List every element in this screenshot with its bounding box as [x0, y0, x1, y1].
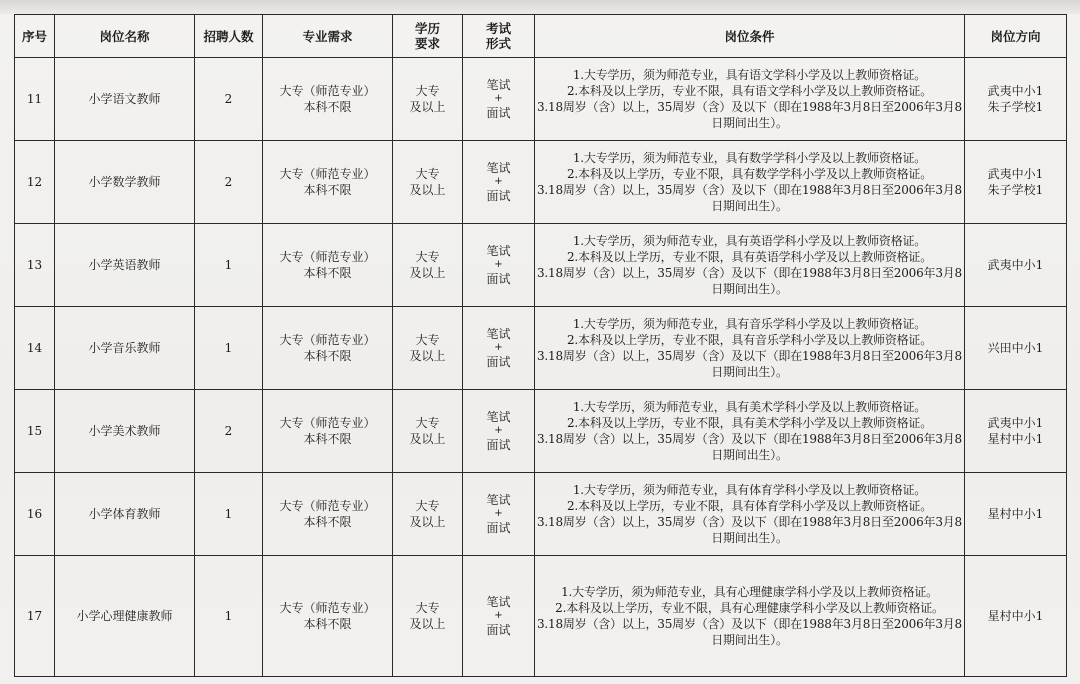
education-line2: 及以上	[409, 100, 446, 114]
cell-education	[393, 58, 463, 141]
cell-seq: 17	[15, 556, 55, 677]
cell-exam	[463, 224, 535, 307]
condition-3: 3.18周岁（含）以上，35周岁（含）及以下（即在1988年3月8日至2006年3月8日期间出生）。	[536, 432, 962, 462]
cell-direction	[965, 307, 1067, 390]
exam-plus: +	[494, 508, 503, 519]
exam-plus: +	[494, 425, 503, 436]
exam-line2: 面试	[486, 623, 511, 637]
cell-count: 1	[195, 307, 263, 390]
exam-plus: +	[494, 610, 503, 621]
cell-major	[263, 390, 393, 473]
major-line1: 大专（师范专业）	[279, 333, 376, 347]
cell-position: 小学音乐教师	[55, 307, 195, 390]
direction-line2: 星村中小1	[987, 432, 1044, 446]
education-line1: 大专	[415, 601, 440, 615]
education-line2: 及以上	[409, 515, 446, 529]
condition-1: 1.大专学历，须为师范专业，具有数学学科小学及以上教师资格证。	[572, 151, 927, 165]
condition-3: 3.18周岁（含）以上，35周岁（含）及以下（即在1988年3月8日至2006年3月8日期间出生）。	[536, 266, 962, 296]
cell-conditions	[535, 224, 965, 307]
cell-conditions	[535, 390, 965, 473]
condition-1: 1.大专学历，须为师范专业，具有体育学科小学及以上教师资格证。	[572, 483, 927, 497]
header-position: 岗位名称	[55, 15, 195, 58]
table-row	[15, 141, 1067, 224]
exam-line2: 面试	[486, 438, 511, 452]
condition-3: 3.18周岁（含）以上，35周岁（含）及以下（即在1988年3月8日至2006年3月8日期间出生）。	[536, 183, 962, 213]
cell-count: 2	[195, 390, 263, 473]
cell-seq: 14	[15, 307, 55, 390]
header-exam-line2: 形式	[485, 36, 511, 51]
cell-exam	[463, 473, 535, 556]
direction-line1: 武夷中小1	[987, 167, 1044, 181]
exam-line1: 笔试	[486, 161, 511, 175]
cell-exam	[463, 307, 535, 390]
direction-line1: 武夷中小1	[987, 258, 1044, 272]
condition-3: 3.18周岁（含）以上，35周岁（含）及以下（即在1988年3月8日至2006年3月8日期间出生）。	[536, 100, 962, 130]
education-line1: 大专	[415, 84, 440, 98]
cell-major	[263, 224, 393, 307]
education-line1: 大专	[415, 250, 440, 264]
header-education-line2: 要求	[414, 36, 440, 51]
exam-line2: 面试	[486, 106, 511, 120]
cell-direction	[965, 556, 1067, 677]
direction-line1: 武夷中小1	[987, 416, 1044, 430]
header-education	[393, 15, 463, 58]
condition-1: 1.大专学历，须为师范专业，具有美术学科小学及以上教师资格证。	[572, 400, 927, 414]
condition-2: 2.本科及以上学历，专业不限，具有语文学科小学及以上教师资格证。	[566, 84, 933, 98]
education-line2: 及以上	[409, 266, 446, 280]
exam-line2: 面试	[486, 521, 511, 535]
major-line2: 本科不限	[303, 432, 352, 446]
cell-conditions	[535, 556, 965, 677]
exam-line2: 面试	[486, 355, 511, 369]
cell-count: 2	[195, 58, 263, 141]
major-line1: 大专（师范专业）	[279, 167, 376, 181]
major-line2: 本科不限	[303, 266, 352, 280]
cell-position: 小学体育教师	[55, 473, 195, 556]
condition-2: 2.本科及以上学历，专业不限，具有音乐学科小学及以上教师资格证。	[566, 333, 933, 347]
cell-conditions	[535, 58, 965, 141]
condition-2: 2.本科及以上学历，专业不限，具有体育学科小学及以上教师资格证。	[566, 499, 933, 513]
cell-education	[393, 224, 463, 307]
cell-education	[393, 141, 463, 224]
cell-position: 小学语文教师	[55, 58, 195, 141]
header-direction: 岗位方向	[965, 15, 1067, 58]
education-line2: 及以上	[409, 349, 446, 363]
major-line1: 大专（师范专业）	[279, 250, 376, 264]
cell-exam	[463, 141, 535, 224]
exam-plus: +	[494, 259, 503, 270]
page-top-edge	[0, 0, 1080, 14]
cell-exam	[463, 390, 535, 473]
cell-position: 小学心理健康教师	[55, 556, 195, 677]
condition-2: 2.本科及以上学历，专业不限，具有心理健康学科小学及以上教师资格证。	[555, 601, 944, 615]
table-row	[15, 307, 1067, 390]
header-conditions: 岗位条件	[535, 15, 965, 58]
exam-line1: 笔试	[486, 327, 511, 341]
direction-line1: 星村中小1	[987, 507, 1044, 521]
major-line2: 本科不限	[303, 515, 352, 529]
cell-major	[263, 58, 393, 141]
cell-education	[393, 307, 463, 390]
cell-major	[263, 473, 393, 556]
education-line2: 及以上	[409, 617, 446, 631]
cell-count: 1	[195, 556, 263, 677]
header-seq: 序号	[15, 15, 55, 58]
cell-major	[263, 141, 393, 224]
cell-direction	[965, 390, 1067, 473]
cell-exam	[463, 58, 535, 141]
condition-1: 1.大专学历，须为师范专业，具有心理健康学科小学及以上教师资格证。	[561, 585, 938, 599]
cell-major	[263, 556, 393, 677]
cell-exam	[463, 556, 535, 677]
header-exam-line1: 考试	[485, 21, 511, 36]
cell-direction	[965, 58, 1067, 141]
cell-position: 小学英语教师	[55, 224, 195, 307]
major-line2: 本科不限	[303, 183, 352, 197]
header-education-line1: 学历	[414, 21, 440, 36]
education-line1: 大专	[415, 167, 440, 181]
condition-3: 3.18周岁（含）以上，35周岁（含）及以下（即在1988年3月8日至2006年3月8日期间出生）。	[536, 515, 962, 545]
header-count: 招聘人数	[195, 15, 263, 58]
header-exam	[463, 15, 535, 58]
condition-1: 1.大专学历，须为师范专业，具有语文学科小学及以上教师资格证。	[572, 68, 927, 82]
direction-line2: 朱子学校1	[987, 100, 1044, 114]
major-line1: 大专（师范专业）	[279, 601, 376, 615]
condition-2: 2.本科及以上学历，专业不限，具有数学学科小学及以上教师资格证。	[566, 167, 933, 181]
table-header-row	[15, 15, 1067, 58]
exam-plus: +	[494, 93, 503, 104]
cell-seq: 11	[15, 58, 55, 141]
condition-3: 3.18周岁（含）以上，35周岁（含）及以下（即在1988年3月8日至2006年3月8日期间出生）。	[536, 349, 962, 379]
cell-count: 2	[195, 141, 263, 224]
cell-direction	[965, 473, 1067, 556]
direction-line1: 武夷中小1	[987, 84, 1044, 98]
cell-position: 小学数学教师	[55, 141, 195, 224]
direction-line2: 朱子学校1	[987, 183, 1044, 197]
cell-conditions	[535, 307, 965, 390]
cell-education	[393, 473, 463, 556]
condition-3: 3.18周岁（含）以上，35周岁（含）及以下（即在1988年3月8日至2006年3月8日期间出生）。	[536, 617, 962, 647]
cell-position: 小学美术教师	[55, 390, 195, 473]
education-line1: 大专	[415, 416, 440, 430]
condition-2: 2.本科及以上学历，专业不限，具有美术学科小学及以上教师资格证。	[566, 416, 933, 430]
education-line2: 及以上	[409, 432, 446, 446]
major-line1: 大专（师范专业）	[279, 416, 376, 430]
table-row	[15, 390, 1067, 473]
condition-2: 2.本科及以上学历，专业不限，具有英语学科小学及以上教师资格证。	[566, 250, 933, 264]
education-line1: 大专	[415, 499, 440, 513]
major-line2: 本科不限	[303, 349, 352, 363]
cell-education	[393, 556, 463, 677]
major-line2: 本科不限	[303, 617, 352, 631]
cell-seq: 16	[15, 473, 55, 556]
cell-seq: 12	[15, 141, 55, 224]
direction-line1: 兴田中小1	[987, 341, 1044, 355]
header-major: 专业需求	[263, 15, 393, 58]
condition-1: 1.大专学历，须为师范专业，具有英语学科小学及以上教师资格证。	[572, 234, 927, 248]
exam-line2: 面试	[486, 272, 511, 286]
table-row	[15, 58, 1067, 141]
cell-direction	[965, 141, 1067, 224]
direction-line1: 星村中小1	[987, 609, 1044, 623]
exam-line1: 笔试	[486, 410, 511, 424]
table-row	[15, 473, 1067, 556]
education-line2: 及以上	[409, 183, 446, 197]
exam-line2: 面试	[486, 189, 511, 203]
exam-line1: 笔试	[486, 244, 511, 258]
exam-plus: +	[494, 342, 503, 353]
cell-direction	[965, 224, 1067, 307]
cell-major	[263, 307, 393, 390]
cell-education	[393, 390, 463, 473]
major-line2: 本科不限	[303, 100, 352, 114]
major-line1: 大专（师范专业）	[279, 499, 376, 513]
education-line1: 大专	[415, 333, 440, 347]
major-line1: 大专（师范专业）	[279, 84, 376, 98]
exam-line1: 笔试	[486, 493, 511, 507]
table-row	[15, 556, 1067, 677]
cell-seq: 15	[15, 390, 55, 473]
cell-count: 1	[195, 473, 263, 556]
recruitment-table	[14, 14, 1067, 677]
cell-count: 1	[195, 224, 263, 307]
cell-seq: 13	[15, 224, 55, 307]
exam-plus: +	[494, 176, 503, 187]
exam-line1: 笔试	[486, 78, 511, 92]
cell-conditions	[535, 473, 965, 556]
table-row	[15, 224, 1067, 307]
condition-1: 1.大专学历，须为师范专业，具有音乐学科小学及以上教师资格证。	[572, 317, 927, 331]
cell-conditions	[535, 141, 965, 224]
exam-line1: 笔试	[486, 595, 511, 609]
